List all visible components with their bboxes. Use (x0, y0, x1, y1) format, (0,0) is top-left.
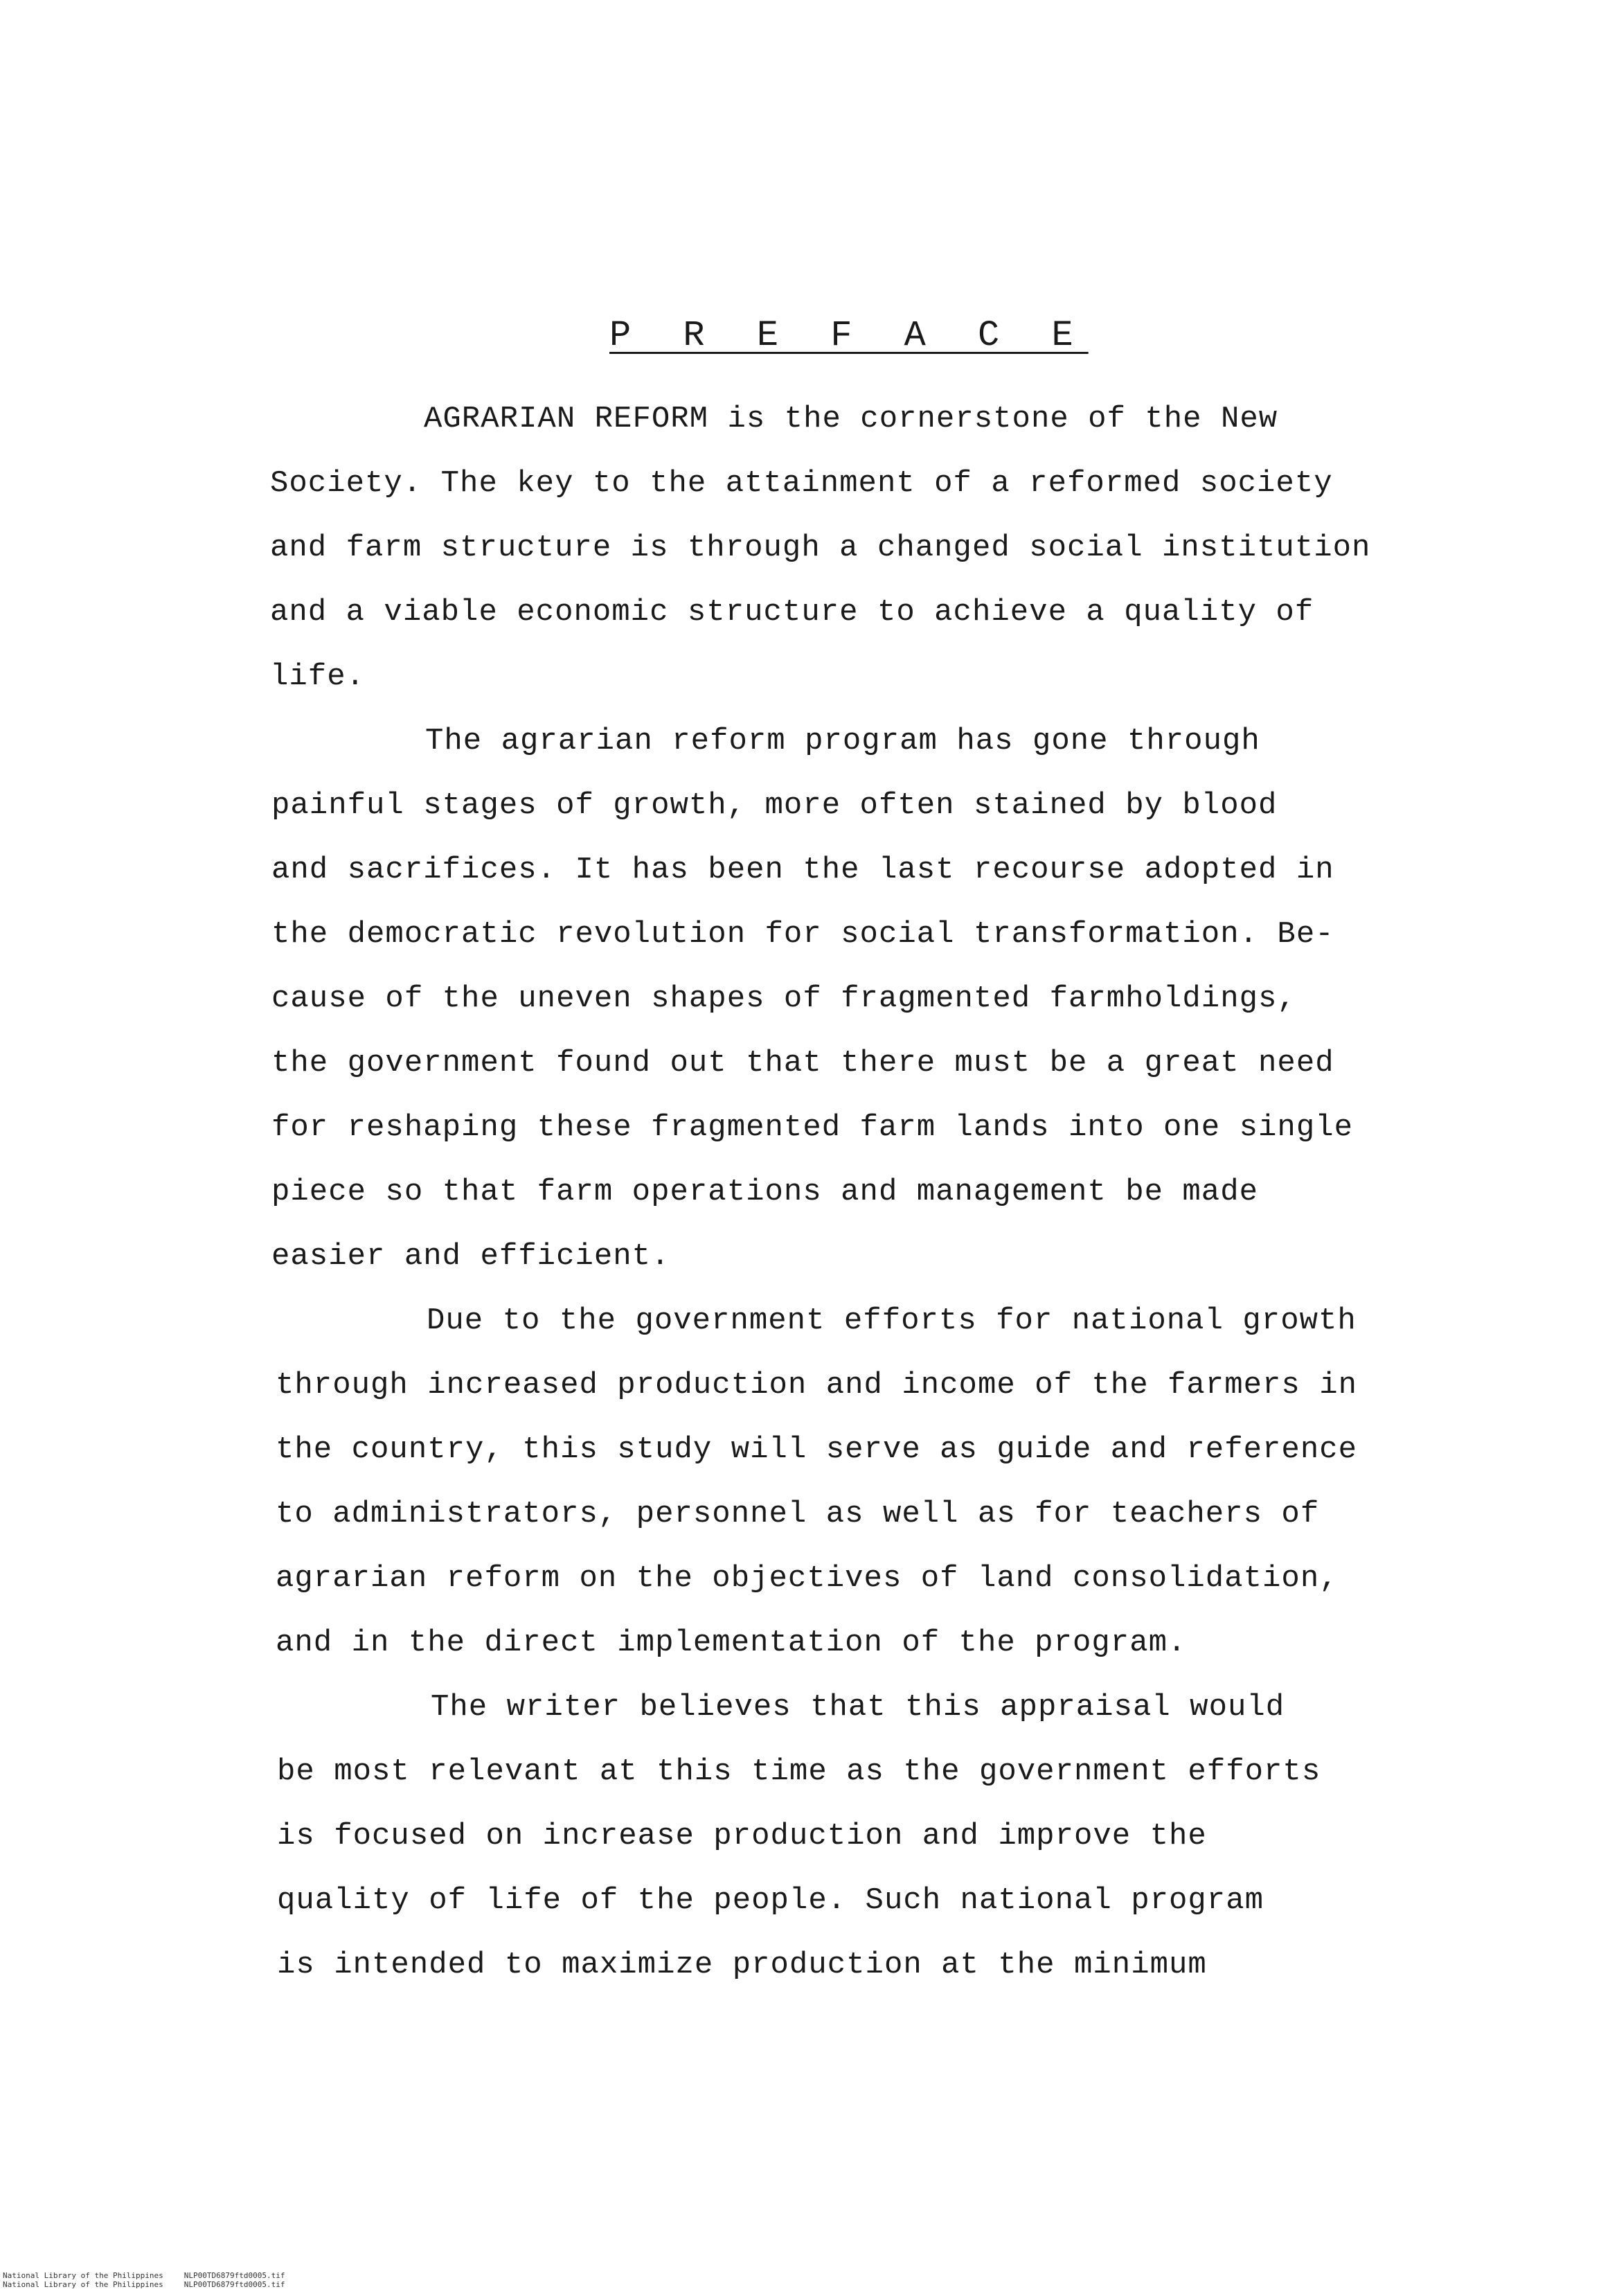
text-line: easier and efficient. (271, 1239, 670, 1274)
page-title: P R E F A C E (609, 315, 1089, 356)
text-line: The writer believes that this appraisal would (431, 1690, 1285, 1725)
footer-row (3, 2280, 306, 2289)
text-line: quality of life of the people. Such national program (277, 1883, 1264, 1918)
text-line: Society. The key to the attainment of a reformed society (270, 466, 1333, 501)
text-line: Due to the government efforts for national growth (427, 1303, 1357, 1338)
text-line: through increased production and income of the farmers in (276, 1368, 1358, 1403)
text-line: is focused on increase production and improve the (277, 1819, 1207, 1853)
text-line: and sacrifices. It has been the last recourse adopted in (271, 853, 1334, 887)
text-line: to administrators, personnel as well as for teachers of (276, 1497, 1320, 1531)
text-line: and a viable economic structure to achieve a quality of (270, 595, 1314, 630)
footer-file: NLP00TD6879ftd0005.tif (184, 2271, 285, 2280)
text-line: piece so that farm operations and management be made (271, 1175, 1259, 1209)
text-line: for reshaping these fragmented farm lands into one single (271, 1110, 1354, 1145)
text-line: and in the direct implementation of the program. (276, 1626, 1187, 1660)
scan-footer (3, 2271, 306, 2289)
text-line: cause of the uneven shapes of fragmented farmholdings, (271, 981, 1296, 1016)
text-line: the government found out that there must be a great need (271, 1046, 1334, 1080)
text-line: and farm structure is through a changed social institution (270, 531, 1371, 565)
footer-row (3, 2271, 306, 2280)
text-line: the democratic revolution for social transformation. Be- (271, 917, 1334, 952)
footer-library: National Library of the Philippines (3, 2271, 163, 2280)
footer-file: NLP00TD6879ftd0005.tif (184, 2280, 285, 2289)
text-line: agrarian reform on the objectives of land consolidation, (276, 1561, 1339, 1596)
text-line: painful stages of growth, more often stained by blood (271, 788, 1278, 823)
text-line: the country, this study will serve as guide and reference (276, 1432, 1358, 1467)
text-line: be most relevant at this time as the government efforts (277, 1754, 1321, 1789)
text-line: AGRARIAN REFORM is the cornerstone of the New (424, 402, 1278, 436)
text-line: is intended to maximize production at the minimum (277, 1948, 1207, 1982)
footer-library: National Library of the Philippines (3, 2280, 163, 2289)
text-line: The agrarian reform program has gone through (425, 724, 1260, 758)
text-line: life. (270, 659, 366, 694)
